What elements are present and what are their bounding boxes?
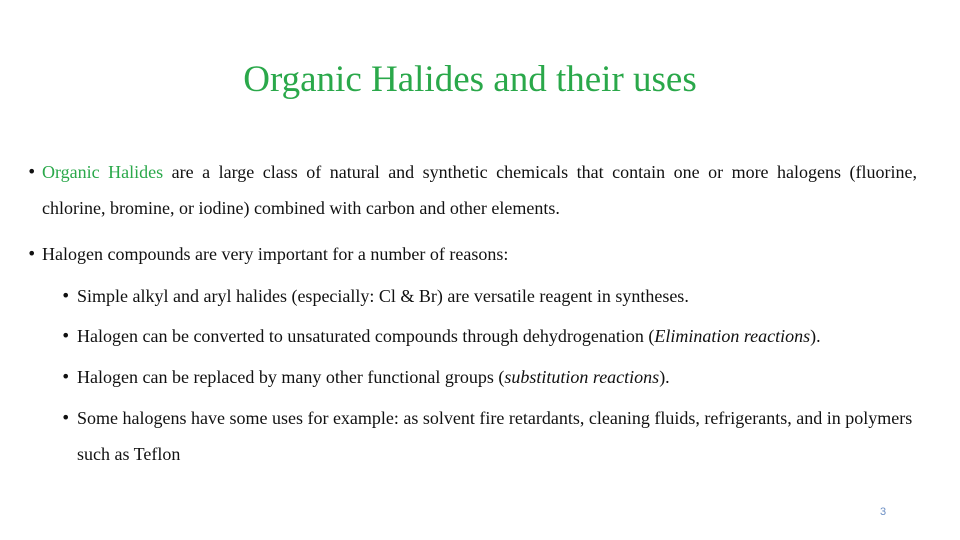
sub-bullet-text: Some halogens have some uses for example: as solvent fire retardants, cleaning fluids, refrigerants, and in polymers such as Teflon [77,408,913,464]
sub-bullet-text: Simple alkyl and aryl halides (especially: Cl & Br) are versatile reagent in syntheses. [77,286,689,306]
bullet-item-organic-halides [27,154,917,226]
bullet-text [42,154,917,226]
sub-bullet-item-substitution [61,359,921,395]
sub-bullet-text-end: ). [810,326,821,346]
page-number: 3 [879,506,887,518]
bullet-icon: • [61,326,71,345]
bullet-item-halogen-importance [27,236,917,272]
sub-bullet-text-start: Halogen can be converted to unsaturated compounds through dehydrogenation ( [77,326,655,346]
sub-bullet-item-elimination [61,318,921,354]
sub-bullet-text-end: ). [659,367,670,387]
italic-term: Elimination reactions [654,326,811,346]
bullet-icon: • [27,244,37,263]
sub-bullet-text [77,359,921,395]
sub-bullet-item-other-uses [61,400,921,472]
sub-bullet-text-start: Halogen can be replaced by many other functional groups ( [77,367,505,387]
bullet-icon: • [61,408,71,427]
slide-title: Organic Halides and their uses [243,59,697,100]
bullet-body: are a large class of natural and synthetic chemicals that contain one or more halogens (fluorine, chlorine, bromine, or iodine) combined with carbon and other elements. [42,162,918,218]
bullet-icon: • [27,162,37,181]
italic-term: substitution reactions [504,367,660,387]
bullet-icon: • [61,286,71,305]
sub-bullet-item-syntheses [61,278,921,314]
bullet-icon: • [61,367,71,386]
highlight-term: Organic Halides [42,162,164,182]
sub-bullet-text [77,318,921,354]
bullet-text: Halogen compounds are very important for a number of reasons: [42,244,509,264]
